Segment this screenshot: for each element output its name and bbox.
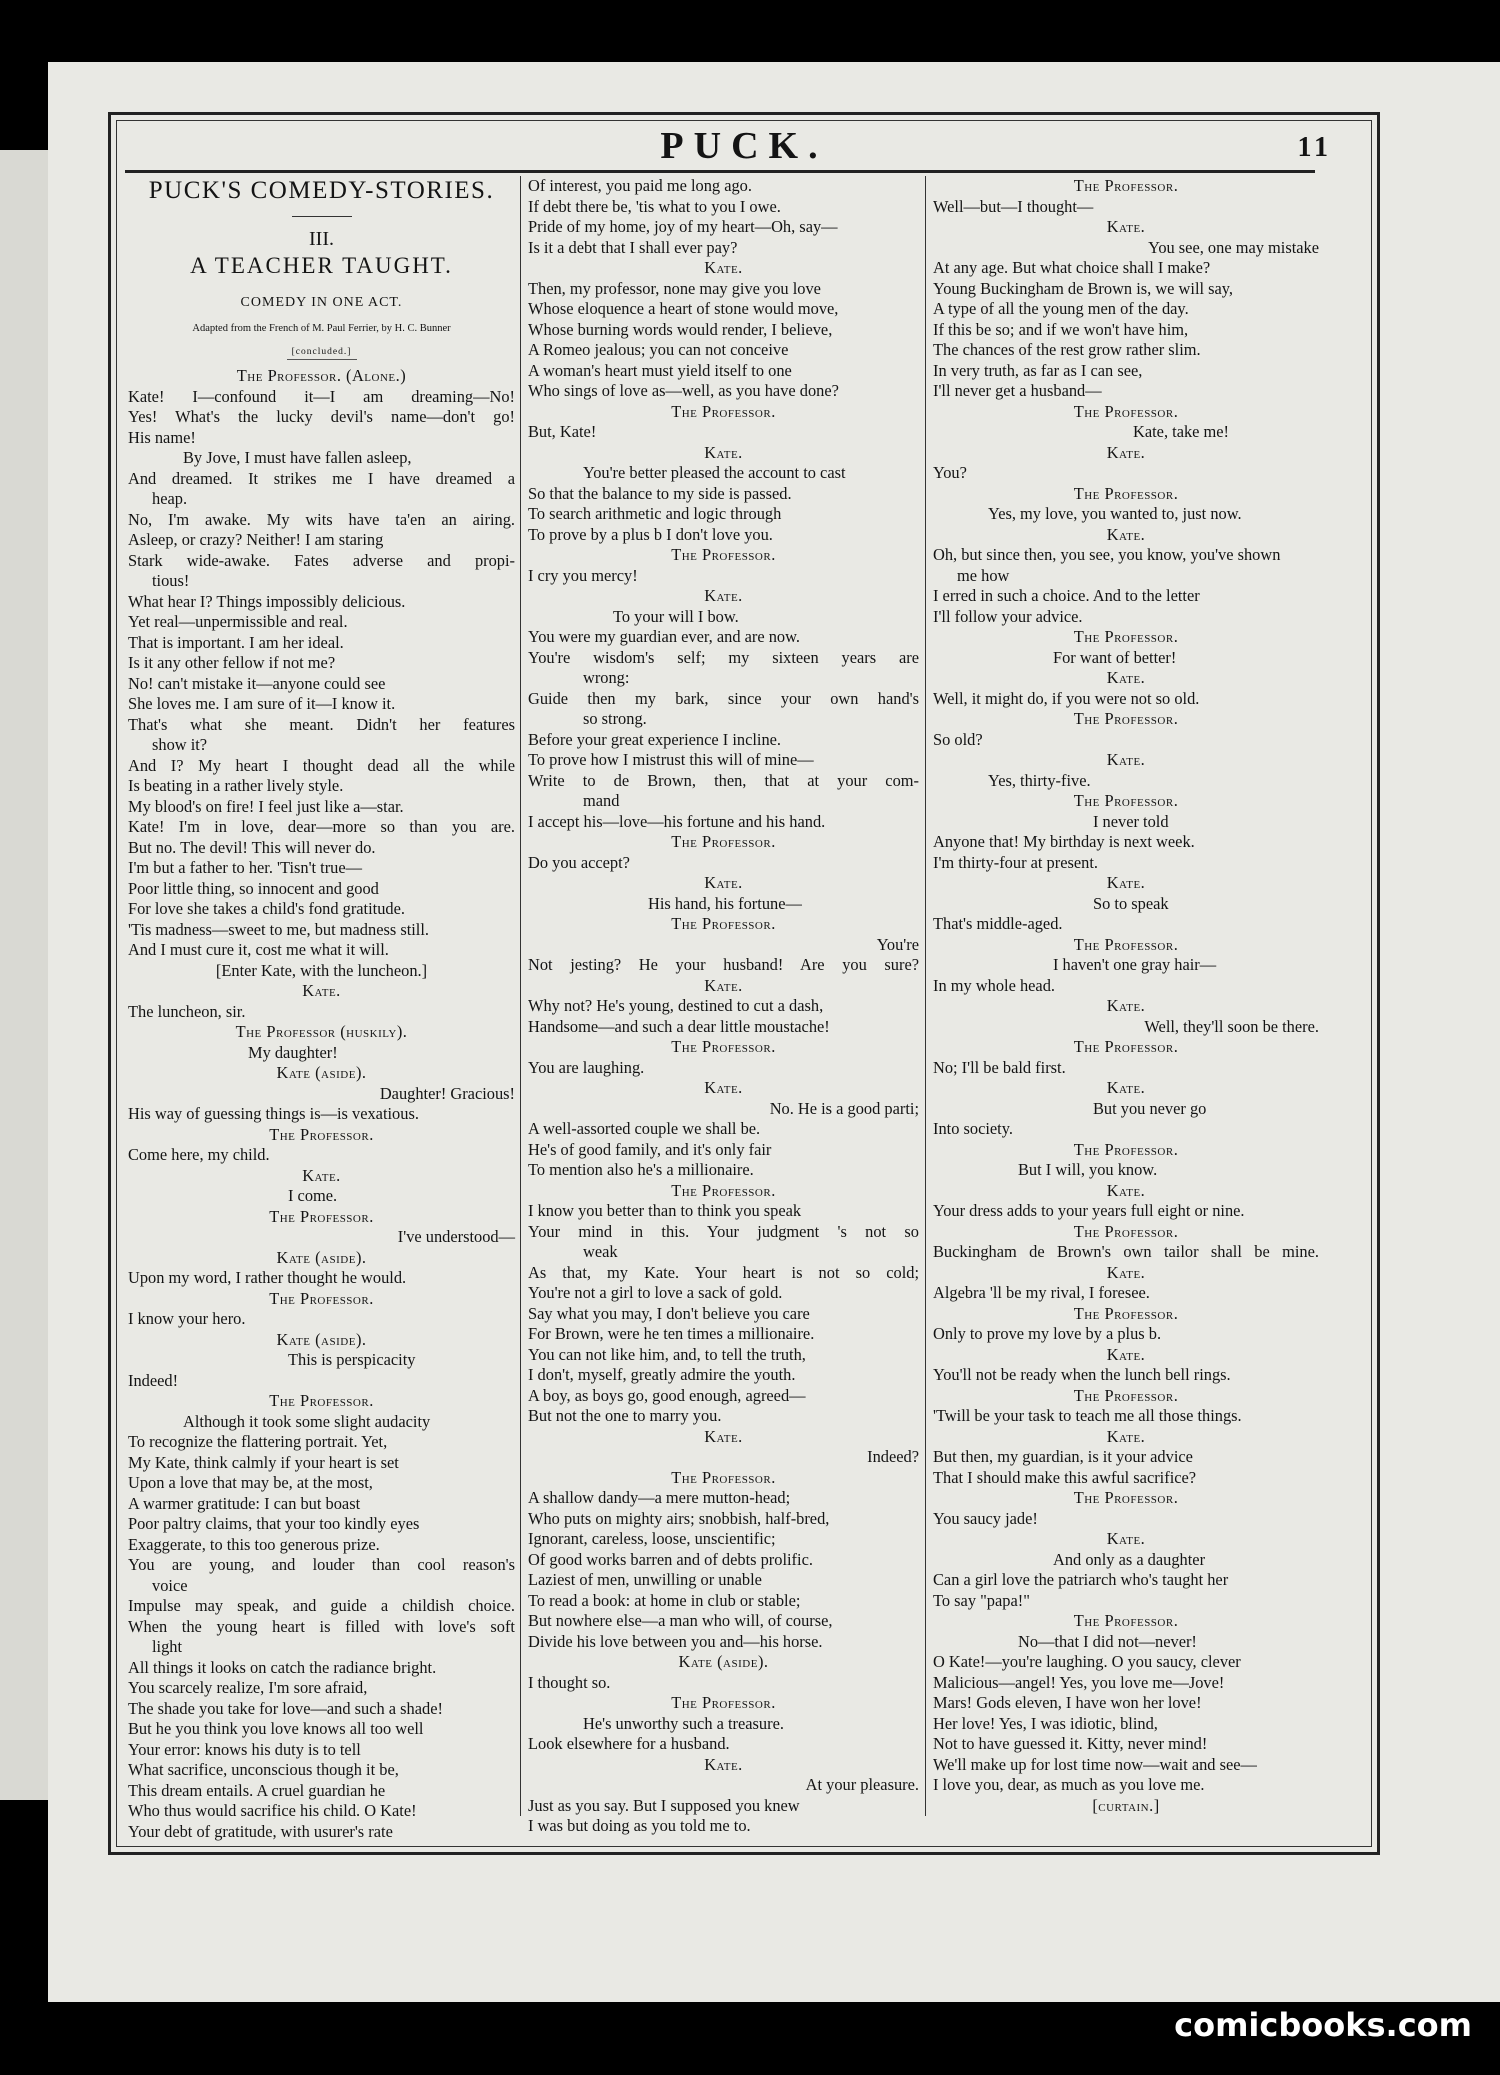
text-line: I never told xyxy=(1093,811,1169,831)
speaker-label: The Professor. xyxy=(1073,401,1179,421)
text-line: A shallow dandy—a mere mutton-head; xyxy=(528,1488,791,1507)
speaker-label: The Professor. xyxy=(671,1693,776,1712)
text-line: And only as a daughter xyxy=(1053,1549,1206,1569)
speaker-label: The Professor (huskily). xyxy=(235,1022,408,1041)
header-divider xyxy=(292,216,352,217)
text-line: Ignorant, careless, loose, unscientific; xyxy=(528,1529,776,1548)
adjacent-page-edge xyxy=(0,150,48,1800)
text-line: Anyone that! My birthday is next week. xyxy=(933,832,1195,851)
text-line: In my whole head. xyxy=(933,975,1055,995)
text-line: That is important. I am her ideal. xyxy=(128,632,344,652)
text-line: And I must cure it, cost me what it will. xyxy=(128,940,389,959)
text-line: But he you think you love knows all too well xyxy=(128,1719,424,1738)
speaker-label: Kate. xyxy=(1106,442,1146,462)
text-line: She loves me. I am sure of it—I know it. xyxy=(128,694,396,713)
text-line: And dreamed. It strikes me I have dreamed a xyxy=(128,468,515,488)
speaker-label: Kate. xyxy=(1106,996,1146,1015)
text-line: You're better pleased the account to cast xyxy=(583,463,846,482)
text-line: Into society. xyxy=(933,1119,1013,1138)
text-line: No. He is a good parti; xyxy=(769,1098,919,1118)
text-line: By Jove, I must have fallen asleep, xyxy=(183,448,412,467)
text-line: Whose eloquence a heart of stone would move, xyxy=(528,299,839,318)
text-line: You're not a girl to love a sack of gold. xyxy=(528,1283,783,1302)
speaker-label: The Professor. xyxy=(671,914,776,933)
text-line: For love she takes a child's fond gratitude. xyxy=(128,899,405,918)
text-line: mand xyxy=(583,791,620,810)
speaker-label: The Professor. xyxy=(1073,176,1179,195)
speaker-label: Kate. xyxy=(1106,524,1146,544)
text-line: But no. The devil! This will never do. xyxy=(128,837,376,857)
speaker-label: The Professor. xyxy=(1073,709,1179,728)
text-line: I erred in such a choice. And to the letter xyxy=(933,586,1200,605)
speaker-label: The Professor. xyxy=(671,1467,776,1487)
speaker-label: The Professor. xyxy=(1073,627,1179,646)
text-line: Daughter! Gracious! xyxy=(379,1083,515,1103)
speaker-label: The Professor. xyxy=(1073,1611,1179,1630)
speaker-label: The Professor. xyxy=(1073,1303,1179,1323)
speaker-label: The Professor. (Alone.) xyxy=(236,366,407,385)
speaker-label: Kate. xyxy=(704,442,743,462)
text-line: Not to have guessed it. Kitty, never mind! xyxy=(933,1734,1208,1753)
speaker-label: The Professor. xyxy=(1073,1221,1179,1241)
text-line: What sacrifice, unconscious though it be, xyxy=(128,1760,399,1779)
speaker-label: Kate. xyxy=(704,1426,743,1446)
text-line: Only to prove my love by a plus b. xyxy=(933,1324,1162,1343)
speaker-label: The Professor. xyxy=(1073,1037,1179,1056)
speaker-label: The Professor. xyxy=(671,1037,776,1056)
text-line: A warmer gratitude: I can but boast xyxy=(128,1493,361,1513)
text-line: You? xyxy=(933,463,967,482)
text-line: But I will, you know. xyxy=(1018,1160,1158,1179)
text-line: Is beating in a rather lively style. xyxy=(128,776,344,795)
speaker-label: Kate. xyxy=(1106,1078,1146,1097)
column-rule xyxy=(925,176,926,1816)
text-line: light xyxy=(152,1637,183,1656)
text-line: Say what you may, I don't believe you care xyxy=(528,1303,810,1323)
text-line: I love you, dear, as much as you love me. xyxy=(933,1775,1205,1794)
text-line: I don't, myself, greatly admire the youth. xyxy=(528,1365,796,1384)
text-line: No! can't mistake it—anyone could see xyxy=(128,673,386,693)
text-line: If this be so; and if we won't have him, xyxy=(933,319,1189,339)
text-line: Then, my professor, none may give you love xyxy=(528,278,821,298)
text-line: I thought so. xyxy=(528,1672,611,1692)
text-line: Write to de Brown, then, that at your com- xyxy=(528,770,919,790)
text-line: A woman's heart must yield itself to one xyxy=(528,360,792,380)
text-line: I'm but a father to her. 'Tisn't true— xyxy=(128,858,363,877)
text-line: I'm thirty-four at present. xyxy=(933,852,1098,872)
text-line: Of good works barren and of debts prolific. xyxy=(528,1549,813,1569)
text-line: heap. xyxy=(152,489,188,508)
text-line: To prove by a plus b I don't love you. xyxy=(528,524,773,544)
text-line: A Romeo jealous; you can not conceive xyxy=(528,340,789,359)
text-line: He's of good family, and it's only fair xyxy=(528,1139,772,1159)
text-line: Is it any other fellow if not me? xyxy=(128,653,336,672)
text-line: I know your hero. xyxy=(128,1309,246,1328)
text-line: I've understood— xyxy=(397,1227,515,1246)
speaker-label: The Professor. xyxy=(1073,1139,1179,1159)
text-line: Not jesting? He your husband! Are you sure? xyxy=(528,955,919,974)
speaker-label: Kate. xyxy=(704,975,743,995)
text-line: At your pleasure. xyxy=(805,1775,919,1794)
text-line: Well, they'll soon be there. xyxy=(1144,1016,1319,1036)
text-line: To say "papa!" xyxy=(933,1590,1030,1610)
text-line: Indeed! xyxy=(128,1370,179,1390)
text-line: I'll follow your advice. xyxy=(933,606,1083,626)
speaker-label: The Professor. xyxy=(671,401,776,421)
text-line: Is it a debt that I shall ever pay? xyxy=(528,237,738,257)
text-line: To prove how I mistrust this will of mine— xyxy=(528,750,814,769)
text-line: To your will I bow. xyxy=(613,606,739,626)
text-line: The luncheon, sir. xyxy=(128,1001,246,1021)
text-line: Guide then my bark, since your own hand's xyxy=(528,688,919,708)
text-line: O Kate!—you're laughing. O you saucy, clever xyxy=(933,1652,1241,1671)
speaker-label: The Professor. xyxy=(671,545,776,564)
text-line: tious! xyxy=(152,571,190,590)
speaker-label: Kate. xyxy=(704,1754,743,1774)
text-line: Upon a love that may be, at the most, xyxy=(128,1473,373,1492)
text-line: You'll not be ready when the lunch bell rings. xyxy=(933,1365,1231,1384)
article-title: A TEACHER TAUGHT. xyxy=(190,253,453,278)
speaker-label: The Professor. xyxy=(1073,1488,1179,1507)
column-1 xyxy=(128,176,515,1841)
column-2-text xyxy=(528,176,919,1837)
text-line: You were my guardian ever, and are now. xyxy=(528,627,800,646)
text-line: 'Twill be your task to teach me all those things. xyxy=(933,1406,1242,1425)
text-line: My Kate, think calmly if your heart is set xyxy=(128,1452,399,1472)
text-line: wrong: xyxy=(583,668,630,687)
text-line: Algebra 'll be my rival, I foresee. xyxy=(933,1283,1150,1302)
text-line: So that the balance to my side is passed. xyxy=(528,483,792,503)
text-line: Young Buckingham de Brown is, we will say, xyxy=(933,278,1234,298)
masthead-rule xyxy=(125,170,1315,173)
speaker-label: Kate (aside). xyxy=(276,1063,367,1082)
text-line: so strong. xyxy=(583,709,647,728)
speaker-label: The Professor. xyxy=(1073,934,1179,954)
text-line: Just as you say. But I supposed you knew xyxy=(528,1795,800,1815)
speaker-label: The Professor. xyxy=(1073,791,1179,810)
text-line: This is perspicacity xyxy=(288,1350,416,1369)
text-line: 'Tis madness—sweet to me, but madness still. xyxy=(128,919,430,939)
text-line: The chances of the rest grow rather slim. xyxy=(933,340,1201,359)
article-subtitle: COMEDY IN ONE ACT. xyxy=(240,295,403,310)
speaker-label: The Professor. xyxy=(269,1288,374,1308)
text-line: To search arithmetic and logic through xyxy=(528,504,782,523)
text-line: Buckingham de Brown's own tailor shall be mine. xyxy=(933,1242,1319,1261)
text-line: Do you accept? xyxy=(528,852,630,872)
text-line: Poor little thing, so innocent and good xyxy=(128,878,379,898)
article-header: PUCK'S COMEDY-STORIES. xyxy=(148,177,495,204)
text-line: If debt there be, 'tis what to you I owe. xyxy=(528,196,781,216)
text-line: So to speak xyxy=(1093,893,1169,913)
speaker-label: Kate. xyxy=(1106,750,1146,769)
text-line: My daughter! xyxy=(248,1042,338,1062)
text-line: Although it took some slight audacity xyxy=(183,1411,431,1431)
text-line: But then, my guardian, is it your advice xyxy=(933,1447,1193,1466)
speaker-label: Kate. xyxy=(1106,1262,1146,1282)
speaker-label: The Professor. xyxy=(671,832,776,851)
text-line: The shade you take for love—and such a shade! xyxy=(128,1698,443,1718)
text-line: I cry you mercy! xyxy=(528,565,638,585)
text-line: Yes, thirty-five. xyxy=(988,770,1091,790)
text-line: What hear I? Things impossibly delicious. xyxy=(128,591,406,611)
speaker-label: Kate. xyxy=(704,873,743,892)
text-line: Yes! What's the lucky devil's name—don't go! xyxy=(128,407,515,426)
text-line: For Brown, were he ten times a millionaire. xyxy=(528,1324,815,1343)
text-line: Asleep, or crazy? Neither! I am staring xyxy=(128,530,384,549)
text-line: This dream entails. A cruel guardian he xyxy=(128,1780,386,1800)
text-line: To mention also he's a millionaire. xyxy=(528,1160,754,1179)
concluded-label: [concluded.] xyxy=(287,345,357,360)
text-line: Kate! I'm in love, dear—more so than you are. xyxy=(128,817,515,836)
text-line: When the young heart is filled with love's soft xyxy=(128,1616,515,1636)
text-line: His way of guessing things is—is vexatious. xyxy=(128,1104,419,1123)
speaker-label: The Professor. xyxy=(671,1180,776,1200)
text-line: Poor paltry claims, that your too kindly eyes xyxy=(128,1514,420,1533)
column-2 xyxy=(528,176,919,1835)
masthead xyxy=(116,120,1372,172)
masthead-title: PUCK. xyxy=(660,125,828,167)
text-line: That's what she meant. Didn't her features xyxy=(128,714,515,734)
text-line: voice xyxy=(152,1575,188,1595)
text-line: Who sings of love as—well, as you have done? xyxy=(528,381,839,400)
text-line: Your mind in this. Your judgment 's not so xyxy=(528,1221,919,1241)
text-line: A type of all the young men of the day. xyxy=(933,299,1189,318)
text-line: Her love! Yes, I was idiotic, blind, xyxy=(933,1713,1158,1733)
speaker-label: Kate. xyxy=(704,1078,743,1097)
text-line: His name! xyxy=(128,427,196,447)
text-line: I'll never get a husband— xyxy=(933,381,1102,400)
text-line: For want of better! xyxy=(1053,647,1177,667)
text-line: Who puts on mighty airs; snobbish, half-bred, xyxy=(528,1508,830,1528)
speaker-label: The Professor. xyxy=(1073,483,1179,503)
text-line: Why not? He's young, destined to cut a dash, xyxy=(528,996,824,1015)
speaker-label: Kate (aside). xyxy=(276,1247,367,1267)
page-number: 11 xyxy=(1297,132,1332,163)
text-line: Indeed? xyxy=(867,1447,919,1466)
text-line: To recognize the flattering portrait. Yet, xyxy=(128,1432,388,1451)
text-line: In very truth, as far as I can see, xyxy=(933,360,1143,380)
article-credit: Adapted from the French of M. Paul Ferrier, by H. C. Bunner xyxy=(192,323,451,334)
text-line: You saucy jade! xyxy=(933,1508,1038,1528)
text-line: Come here, my child. xyxy=(128,1145,270,1164)
text-line: Whose burning words would render, I believe, xyxy=(528,319,833,339)
text-line: You can not like him, and, to tell the truth, xyxy=(528,1344,806,1364)
column-rule xyxy=(520,176,521,1816)
text-line: Mars! Gods eleven, I have won her love! xyxy=(933,1693,1202,1712)
speaker-label: Kate. xyxy=(1106,1180,1146,1200)
text-line: His hand, his fortune— xyxy=(648,893,802,913)
text-line: We'll make up for lost time now—wait and see— xyxy=(933,1754,1257,1774)
text-line: Look elsewhere for a husband. xyxy=(528,1734,730,1753)
text-line: No—that I did not—never! xyxy=(1018,1631,1197,1651)
text-line: Exaggerate, to this too generous prize. xyxy=(128,1534,380,1554)
speaker-label: Kate. xyxy=(704,586,743,605)
text-line: So old? xyxy=(933,729,983,749)
text-line: You see, one may mistake xyxy=(1148,237,1319,257)
text-line: I come. xyxy=(288,1186,338,1205)
text-line: Oh, but since then, you see, you know, you've shown xyxy=(933,545,1281,564)
text-line: Well, it might do, if you were not so old. xyxy=(933,688,1200,708)
text-line: A boy, as boys go, good enough, agreed— xyxy=(528,1385,806,1405)
text-line: I accept his—love—his fortune and his hand. xyxy=(528,811,826,831)
column-1-text xyxy=(128,366,515,1842)
text-line: Well—but—I thought— xyxy=(933,196,1094,216)
text-line: No, I'm awake. My wits have ta'en an airing. xyxy=(128,509,515,529)
speaker-label: The Professor. xyxy=(269,1206,374,1226)
text-line: A well-assorted couple we shall be. xyxy=(528,1119,761,1138)
text-line: Your error: knows his duty is to tell xyxy=(128,1739,361,1759)
text-line: At any age. But what choice shall I make? xyxy=(933,258,1211,277)
text-line: I know you better than to think you speak xyxy=(528,1201,802,1220)
text-line: And I? My heart I thought dead all the while xyxy=(128,755,515,775)
text-line: [Enter Kate, with the luncheon.] xyxy=(215,960,428,980)
speaker-label: Kate. xyxy=(704,258,743,277)
column-3 xyxy=(933,176,1319,1826)
text-line: show it? xyxy=(152,735,208,754)
speaker-label: Kate. xyxy=(1106,1426,1146,1446)
column-3-text xyxy=(933,176,1319,1816)
text-line: Malicious—angel! Yes, you love me—Jove! xyxy=(933,1672,1225,1692)
speaker-label: Kate (aside). xyxy=(276,1329,367,1349)
text-line: You're wisdom's self; my sixteen years are xyxy=(528,647,919,667)
speaker-label: Kate. xyxy=(302,981,341,1000)
speaker-label: Kate. xyxy=(1106,217,1146,236)
article-number: III. xyxy=(309,228,334,250)
text-line: But not the one to marry you. xyxy=(528,1406,722,1425)
text-line: Kate! I—confound it—I am dreaming—No! xyxy=(128,386,515,406)
text-line: Laziest of men, unwilling or unable xyxy=(528,1570,762,1589)
text-line: Your dress adds to your years full eight or nine. xyxy=(933,1201,1245,1220)
text-line: weak xyxy=(583,1242,618,1261)
text-line: That I should make this awful sacrifice? xyxy=(933,1467,1197,1487)
text-line: But you never go xyxy=(1093,1098,1207,1118)
text-line: My blood's on fire! I feel just like a—star. xyxy=(128,796,404,816)
speaker-label: The Professor. xyxy=(1073,1385,1179,1405)
text-line: You scarcely realize, I'm sore afraid, xyxy=(128,1678,368,1697)
text-line: Before your great experience I incline. xyxy=(528,729,782,749)
text-line: Yes, my love, you wanted to, just now. xyxy=(988,504,1242,523)
text-line: Pride of my home, joy of my heart—Oh, say— xyxy=(528,217,838,236)
text-line: Who thus would sacrifice his child. O Kate! xyxy=(128,1801,417,1820)
speaker-label: [curtain.] xyxy=(1092,1795,1160,1815)
text-line: Yet real—unpermissible and real. xyxy=(128,612,348,631)
text-line: But, Kate! xyxy=(528,422,597,441)
text-line: Of interest, you paid me long ago. xyxy=(528,176,752,195)
speaker-label: Kate. xyxy=(302,1165,341,1185)
speaker-label: Kate. xyxy=(1106,1529,1146,1548)
text-line: Upon my word, I rather thought he would. xyxy=(128,1268,407,1287)
text-line: Divide his love between you and—his horse. xyxy=(528,1631,823,1651)
text-line: Can a girl love the patriarch who's taught her xyxy=(933,1570,1229,1589)
text-line: Your debt of gratitude, with usurer's rate xyxy=(128,1821,393,1841)
text-line: Kate, take me! xyxy=(1133,422,1230,441)
speaker-label: The Professor. xyxy=(269,1391,374,1410)
text-line: Handsome—and such a dear little moustache! xyxy=(528,1016,830,1036)
text-line: You are laughing. xyxy=(528,1057,645,1077)
text-line: He's unworthy such a treasure. xyxy=(583,1713,784,1733)
text-line: You're xyxy=(876,934,919,954)
text-line: I haven't one gray hair— xyxy=(1053,955,1217,974)
text-line: But nowhere else—a man who will, of course, xyxy=(528,1611,833,1630)
text-line: You are young, and louder than cool reason's xyxy=(128,1555,515,1574)
text-line: That's middle-aged. xyxy=(933,914,1063,933)
speaker-label: Kate. xyxy=(1106,1344,1146,1364)
text-line: me how xyxy=(957,565,1010,585)
text-line: Impulse may speak, and guide a childish choice. xyxy=(128,1596,515,1615)
text-line: Stark wide-awake. Fates adverse and propi- xyxy=(128,550,515,570)
speaker-label: The Professor. xyxy=(269,1124,374,1144)
text-line: To read a book: at home in club or stable; xyxy=(528,1590,801,1610)
speaker-label: Kate. xyxy=(1106,668,1146,687)
text-line: As that, my Kate. Your heart is not so cold; xyxy=(528,1262,919,1282)
text-line: I was but doing as you told me to. xyxy=(528,1816,751,1835)
watermark: comicbooks.com xyxy=(1174,2006,1472,2044)
speaker-label: Kate (aside). xyxy=(678,1652,769,1671)
text-line: All things it looks on catch the radiance bright. xyxy=(128,1657,437,1677)
text-line: No; I'll be bald first. xyxy=(933,1057,1066,1077)
speaker-label: Kate. xyxy=(1106,873,1146,892)
